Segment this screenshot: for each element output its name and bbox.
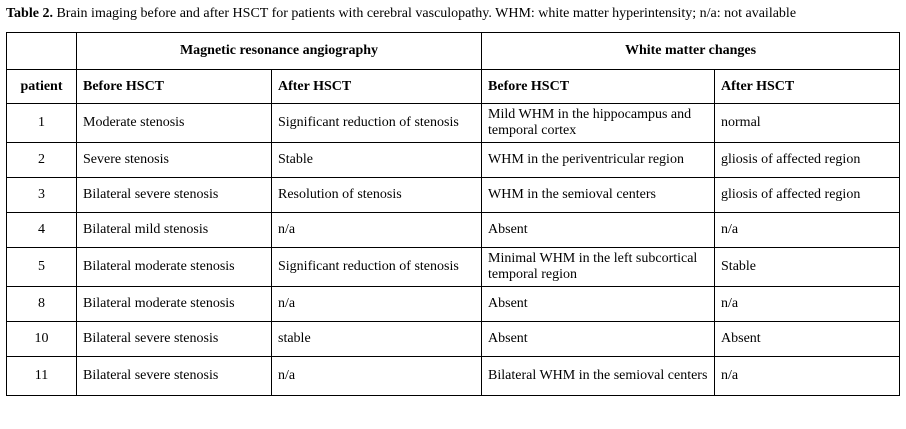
patient-cell: 10 [7,322,77,357]
column-header-row [7,70,900,104]
table-row [7,322,900,357]
table-row [7,143,900,178]
wm-before-cell: Mild WHM in the hippocampus and temporal cortex [482,104,715,143]
mra-after-cell: Significant reduction of stenosis [272,248,482,287]
caption-text: Brain imaging before and after HSCT for patients with cerebral vasculopathy. WHM: white matter hyperintensity; n/a: not available [52,6,797,21]
wm-after-cell: gliosis of affected region [715,178,900,213]
group-header-mra: Magnetic resonance angiography [77,33,482,70]
mra-before-cell: Bilateral severe stenosis [77,357,272,396]
mra-before-cell: Bilateral severe stenosis [77,322,272,357]
wm-after-cell: n/a [715,287,900,322]
wm-before-cell: Absent [482,322,715,357]
wm-before-cell: WHM in the semioval centers [482,178,715,213]
patient-cell: 8 [7,287,77,322]
wm-after-cell: Absent [715,322,900,357]
mra-after-cell: n/a [272,357,482,396]
wm-before-cell: Absent [482,213,715,248]
mra-before-cell: Bilateral mild stenosis [77,213,272,248]
wm-after-cell: n/a [715,357,900,396]
table-row [7,104,900,143]
wm-before-cell: Minimal WHM in the left subcortical temporal region [482,248,715,287]
empty-header-cell [7,33,77,70]
column-header-mra-after: After HSCT [272,70,482,104]
table-row [7,287,900,322]
column-header-wm-before: Before HSCT [482,70,715,104]
caption-label: Table 2. [6,6,53,21]
column-header-mra-before: Before HSCT [77,70,272,104]
wm-before-cell: Bilateral WHM in the semioval centers [482,357,715,396]
patient-cell: 2 [7,143,77,178]
wm-before-cell: Absent [482,287,715,322]
mra-after-cell: Resolution of stenosis [272,178,482,213]
column-header-patient: patient [7,70,77,104]
wm-after-cell: normal [715,104,900,143]
wm-after-cell: Stable [715,248,900,287]
mra-before-cell: Bilateral moderate stenosis [77,287,272,322]
mra-before-cell: Bilateral moderate stenosis [77,248,272,287]
table-row [7,213,900,248]
group-header-row [7,33,900,70]
mra-after-cell: n/a [272,213,482,248]
table-row [7,357,900,396]
patient-cell: 3 [7,178,77,213]
table-row [7,178,900,213]
column-header-wm-after: After HSCT [715,70,900,104]
group-header-white-matter: White matter changes [482,33,900,70]
wm-after-cell: gliosis of affected region [715,143,900,178]
mra-before-cell: Severe stenosis [77,143,272,178]
mra-after-cell: stable [272,322,482,357]
mra-after-cell: n/a [272,287,482,322]
wm-before-cell: WHM in the periventricular region [482,143,715,178]
mra-after-cell: Significant reduction of stenosis [272,104,482,143]
table-caption [6,6,796,22]
mra-before-cell: Moderate stenosis [77,104,272,143]
patient-cell: 11 [7,357,77,396]
patient-cell: 4 [7,213,77,248]
patient-cell: 5 [7,248,77,287]
table-row [7,248,900,287]
patient-cell: 1 [7,104,77,143]
mra-after-cell: Stable [272,143,482,178]
mra-before-cell: Bilateral severe stenosis [77,178,272,213]
brain-imaging-table [6,32,900,396]
wm-after-cell: n/a [715,213,900,248]
